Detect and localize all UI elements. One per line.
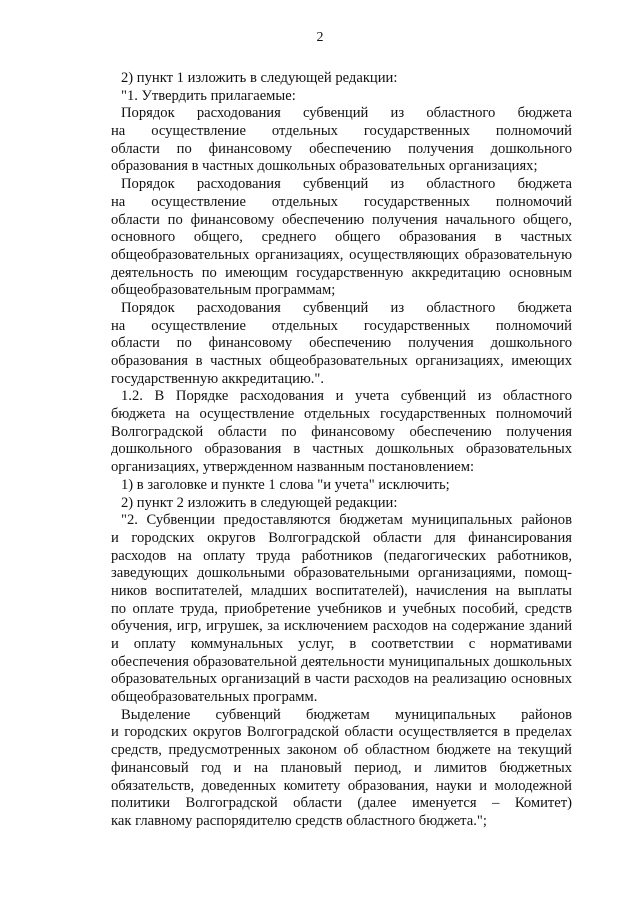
text-line: общеобразовательным программам; [111, 282, 336, 299]
text-line: Порядок расходования субвенций из областного бюджета [121, 105, 572, 122]
text-line: 2) пункт 2 изложить в следующей редакции: [121, 494, 398, 511]
text-line: финансовый год и на плановый период, и лимитов бюджетных [111, 759, 572, 776]
text-line: Порядок расходования субвенций из областного бюджета [121, 299, 572, 316]
text-line: на осуществление отдельных государственных полномочий [111, 317, 572, 334]
text-line: 1) в заголовке и пункте 1 слова "и учета" исключить; [121, 476, 450, 493]
text-line: политики Волгоградской области (далее именуется – Комитет) [111, 795, 572, 812]
text-line: бюджета на осуществление отдельных государственных полномочий [111, 406, 572, 423]
text-line: обязательств, доведенных комитету образования, науки и молодежной [111, 777, 572, 794]
text-line: "2. Субвенции предоставляются бюджетам муниципальных районов [121, 512, 572, 529]
text-line: общеобразовательных организациях, осуществляющих образовательную [111, 246, 572, 263]
text-line: 1.2. В Порядке расходования и учета субвенций из областного [121, 388, 572, 405]
document-body [111, 70, 572, 831]
text-line: области по финансовому обеспечению получения начального общего, [111, 211, 572, 228]
text-line: обеспечения образовательной деятельности муниципальных дошкольных [111, 653, 572, 670]
text-line: ников воспитателей, младших воспитателей), начисления на выплаты [111, 582, 572, 599]
text-line: Выделение субвенций бюджетам муниципальных районов [121, 706, 572, 723]
text-line: средств, предусмотренных законом об областном бюджете на текущий [111, 742, 572, 759]
text-line: Порядок расходования субвенций из областного бюджета [121, 176, 572, 193]
text-line: образования в частных общеобразовательных организациях, имеющих [111, 353, 572, 369]
text-line: образования в частных дошкольных образовательных организациях; [111, 158, 538, 175]
text-line: образовательных организаций в части расходов на реализацию основных [111, 671, 572, 688]
text-line: обучения, игр, игрушек, за исключением расходов на содержание зданий [111, 618, 572, 635]
text-line: как главному распорядителю средств областного бюджета."; [111, 812, 487, 829]
text-line: деятельность по имеющим государственную аккредитацию основным [111, 264, 572, 281]
text-line: области по финансовому обеспечению получения дошкольного [111, 335, 572, 352]
text-line: на осуществление отдельных государственных полномочий [111, 193, 572, 210]
text-line: основного общего, среднего общего образования в частных [111, 229, 572, 246]
text-line: и городских округов Волгоградской области для финансирования [111, 529, 572, 546]
text-line: организациях, утвержденном названным постановлением: [111, 459, 475, 476]
text-line: и оплату коммунальных услуг, в соответствии с нормативами [111, 636, 572, 652]
text-line: на осуществление отдельных государственных полномочий [111, 123, 572, 140]
text-line: и городских округов Волгоградской области осуществляется в пределах [111, 724, 572, 741]
text-line: заведующих дошкольными образовательными организациями, помощ- [111, 565, 572, 582]
page-number: 2 [316, 30, 324, 45]
text-line: 2) пункт 1 изложить в следующей редакции: [121, 70, 398, 86]
text-line: по оплате труда, приобретение учебников и учебных пособий, средств [111, 600, 572, 617]
text-line: расходов на оплату труда работников (педагогических работников, [111, 547, 572, 564]
text-line: дошкольного образования в частных дошкольных образовательных [111, 441, 572, 458]
text-line: государственную аккредитацию.". [111, 370, 325, 387]
text-line: общеобразовательных программ. [111, 689, 318, 706]
text-line: "1. Утвердить прилагаемые: [121, 87, 296, 104]
text-line: Волгоградской области по финансовому обеспечению получения [111, 423, 572, 440]
text-line: области по финансовому обеспечению получения дошкольного [111, 140, 572, 157]
